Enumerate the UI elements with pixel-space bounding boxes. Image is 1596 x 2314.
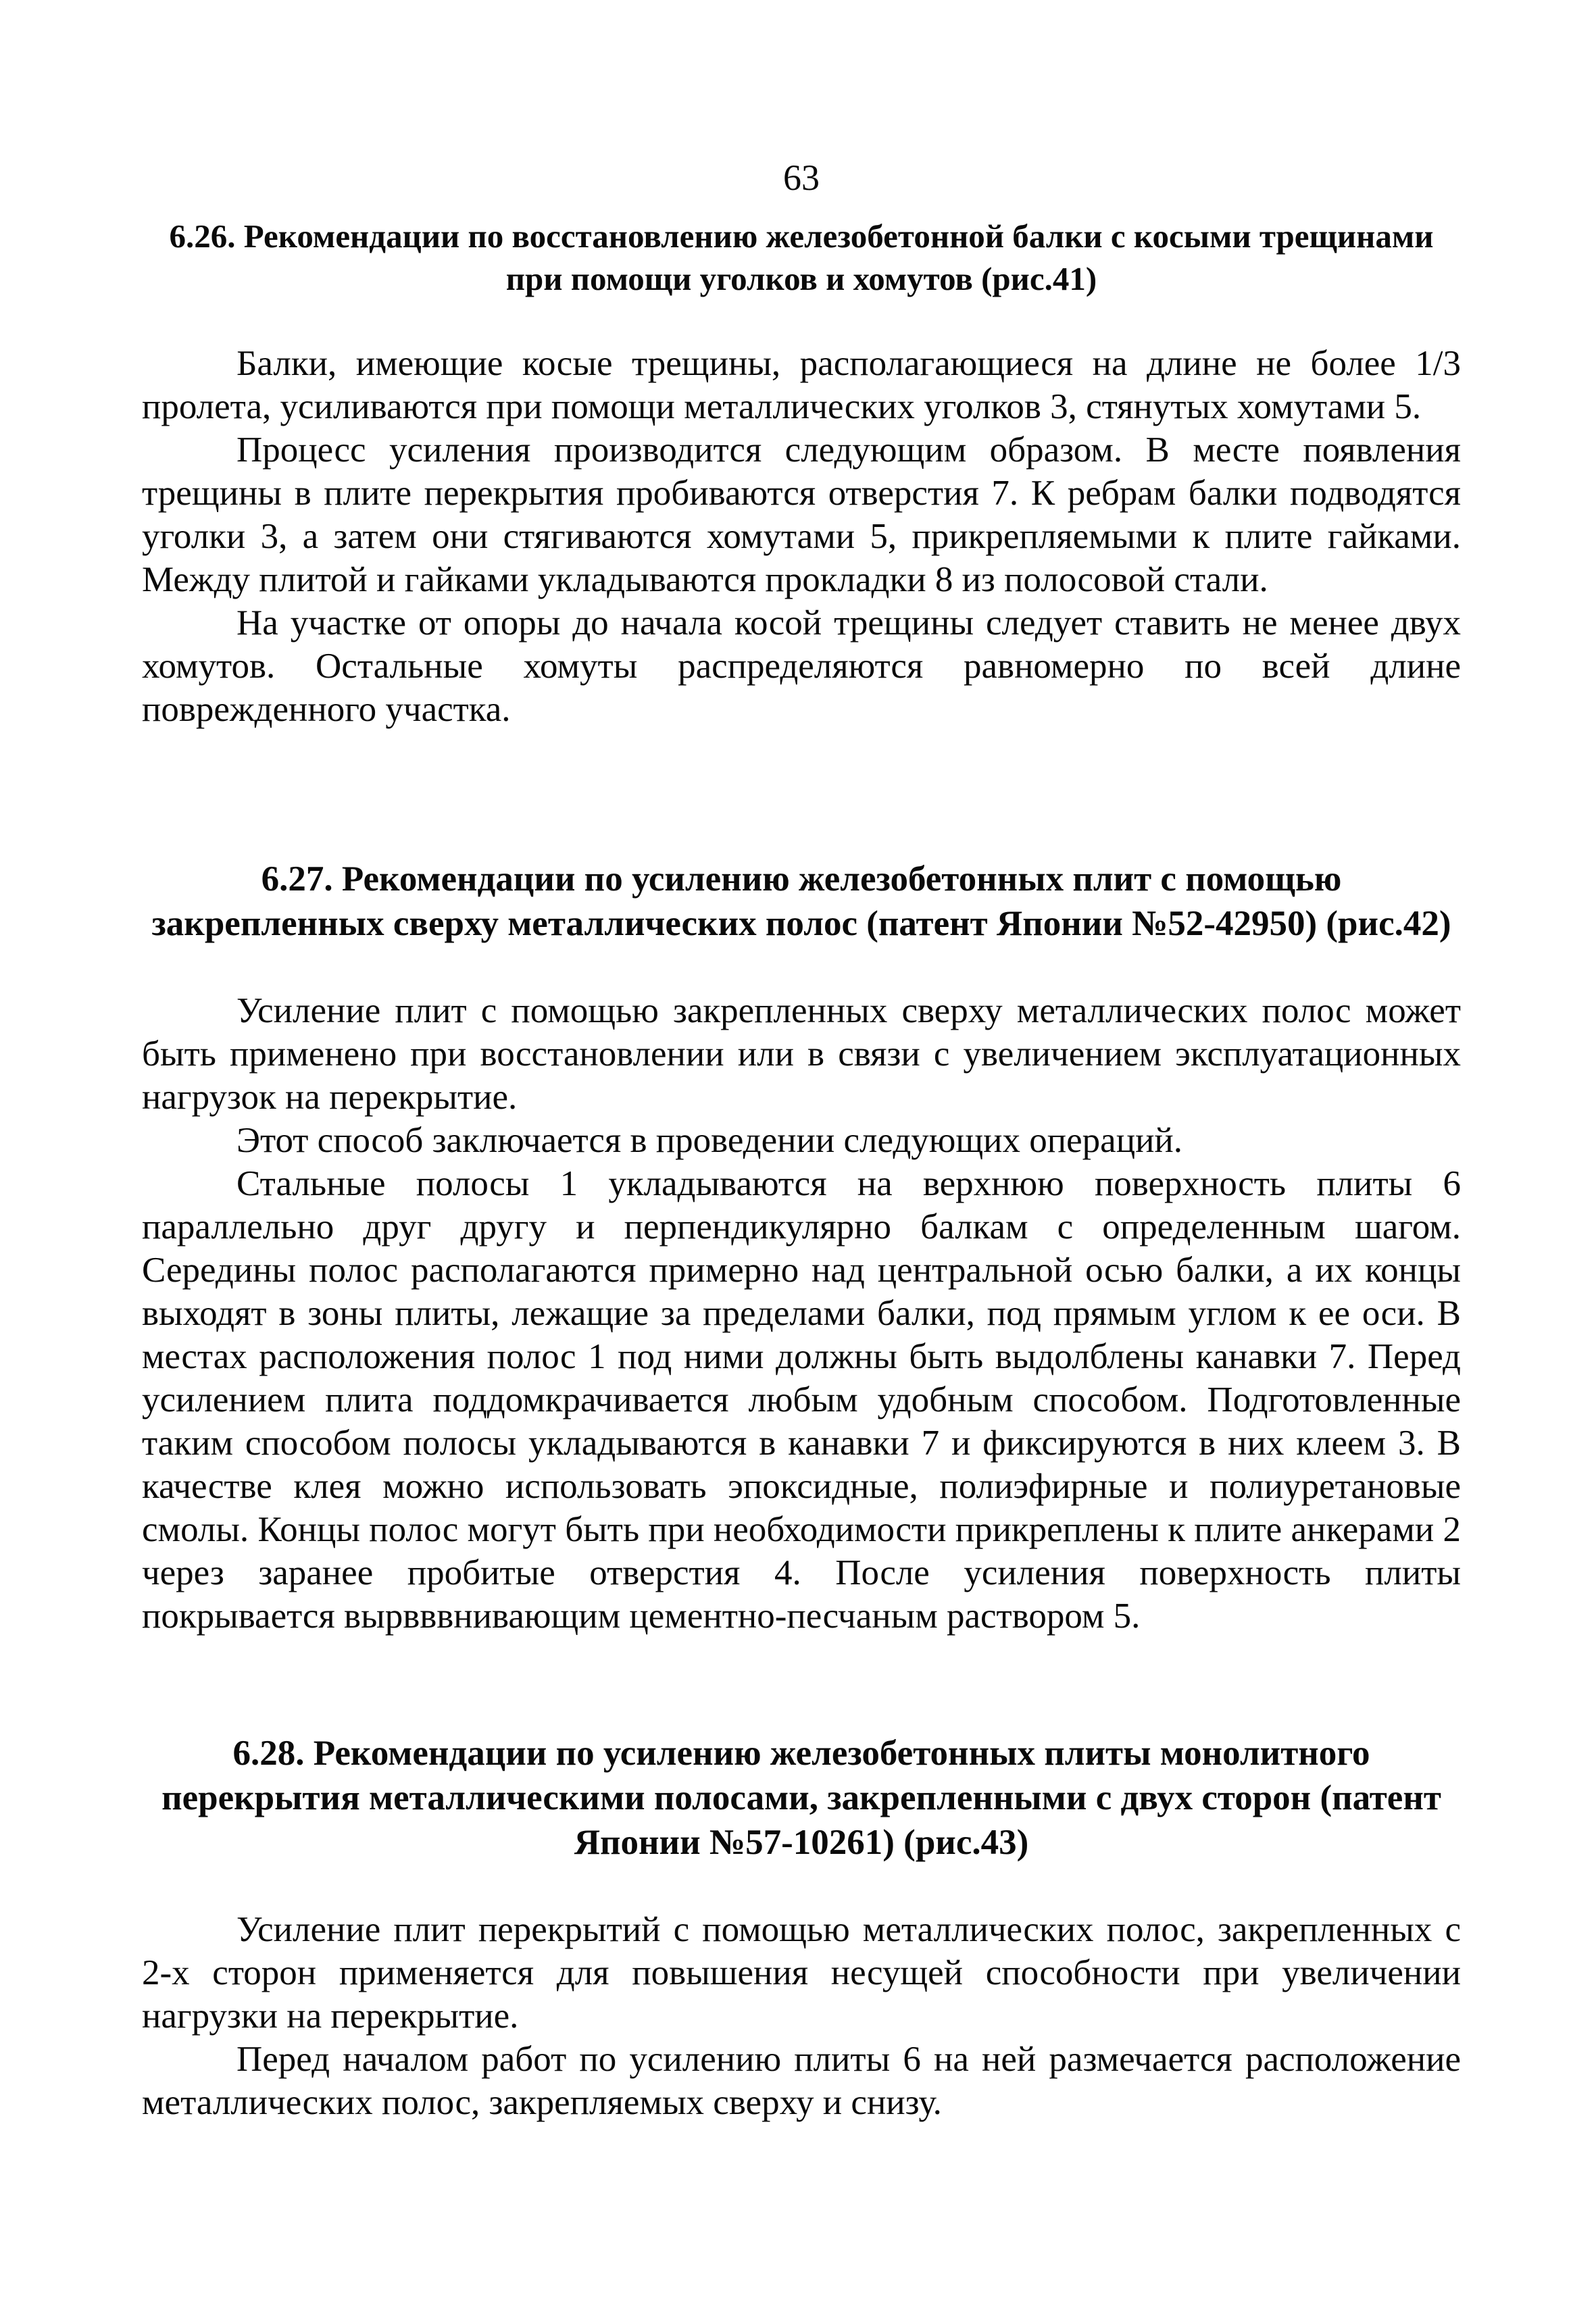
section-6-26 bbox=[142, 215, 1461, 731]
paragraph: Стальные полосы 1 укладываются на верхнюю поверхность плиты 6 параллельно друг другу и перпендикулярно балкам с определенным шагом. Середины полос располагаются примерно над центральной осью балки, а их концы выходят в зоны плиты, лежащие за пределами балки, под прямым углом к ее оси. В местах расположения полос 1 под ними должны быть выдолблены канавки 7. Перед усилением плита поддомкрачивается любым удобным способом. Подготовленные таким способом полосы укладываются в канавки 7 и фиксируются в них клеем 3. В качестве клея можно использовать эпоксидные, полиэфирные и полиуретановые смолы. Концы полос могут быть при необходимости прикреплены к плите анкерами 2 через заранее пробитые отверстия 4. После усиления поверхность плиты покрывается вырвввнивающим цементно-песчаным раствором 5. bbox=[142, 1164, 1461, 1636]
section-6-28 bbox=[142, 1731, 1461, 2124]
paragraph: Усиление плит перекрытий с помощью металлических полос, закрепленных с 2-х сторон применяется для повышения несущей способности при увеличении нагрузки на перекрытие. bbox=[142, 1910, 1461, 2036]
paragraph: На участке от опоры до начала косой трещины следует ставить не менее двух хомутов. Остальные хомуты распределяются равномерно по всей длине поврежденного участка. bbox=[142, 603, 1461, 729]
paragraph: Балки, имеющие косые трещины, располагающиеся на длине не более 1/3 пролета, усиливаются при помощи металлических уголков 3, стянутых хомутами 5. bbox=[142, 344, 1461, 426]
page-number: 63 bbox=[783, 157, 820, 198]
section-heading: 6.28. Рекомендации по усилению железобетонных плиты монолитного перекрытия металлическими полосами, закрепленными с двух сторон (патент Японии №57-10261) (рис.43) bbox=[161, 1734, 1441, 1862]
section-heading: 6.27. Рекомендации по усилению железобетонных плит с помощью закрепленных сверху металлических полос (патент Японии №52-42950) (рис.42) bbox=[151, 859, 1451, 943]
paragraph: Перед началом работ по усилению плиты 6 на ней размечается расположение металлических полос, закрепляемых сверху и снизу. bbox=[142, 2040, 1461, 2122]
section-6-27 bbox=[142, 857, 1461, 1638]
paragraph: Усиление плит с помощью закрепленных сверху металлических полос может быть применено при восстановлении или в связи с увеличением эксплуатационных нагрузок на перекрытие. bbox=[142, 991, 1461, 1117]
paragraph: Процесс усиления производится следующим образом. В месте появления трещины в плите перекрытия пробиваются отверстия 7. К ребрам балки подводятся уголки 3, а затем они стягиваются хомутами 5, прикрепляемыми к плите гайками. Между плитой и гайками укладываются прокладки 8 из полосовой стали. bbox=[142, 430, 1461, 599]
section-heading: 6.26. Рекомендации по восстановлению железобетонной балки с косыми трещинами при помощи уголков и хомутов (рис.41) bbox=[169, 218, 1434, 297]
paragraph: Этот способ заключается в проведении следующих операций. bbox=[236, 1121, 1183, 1160]
